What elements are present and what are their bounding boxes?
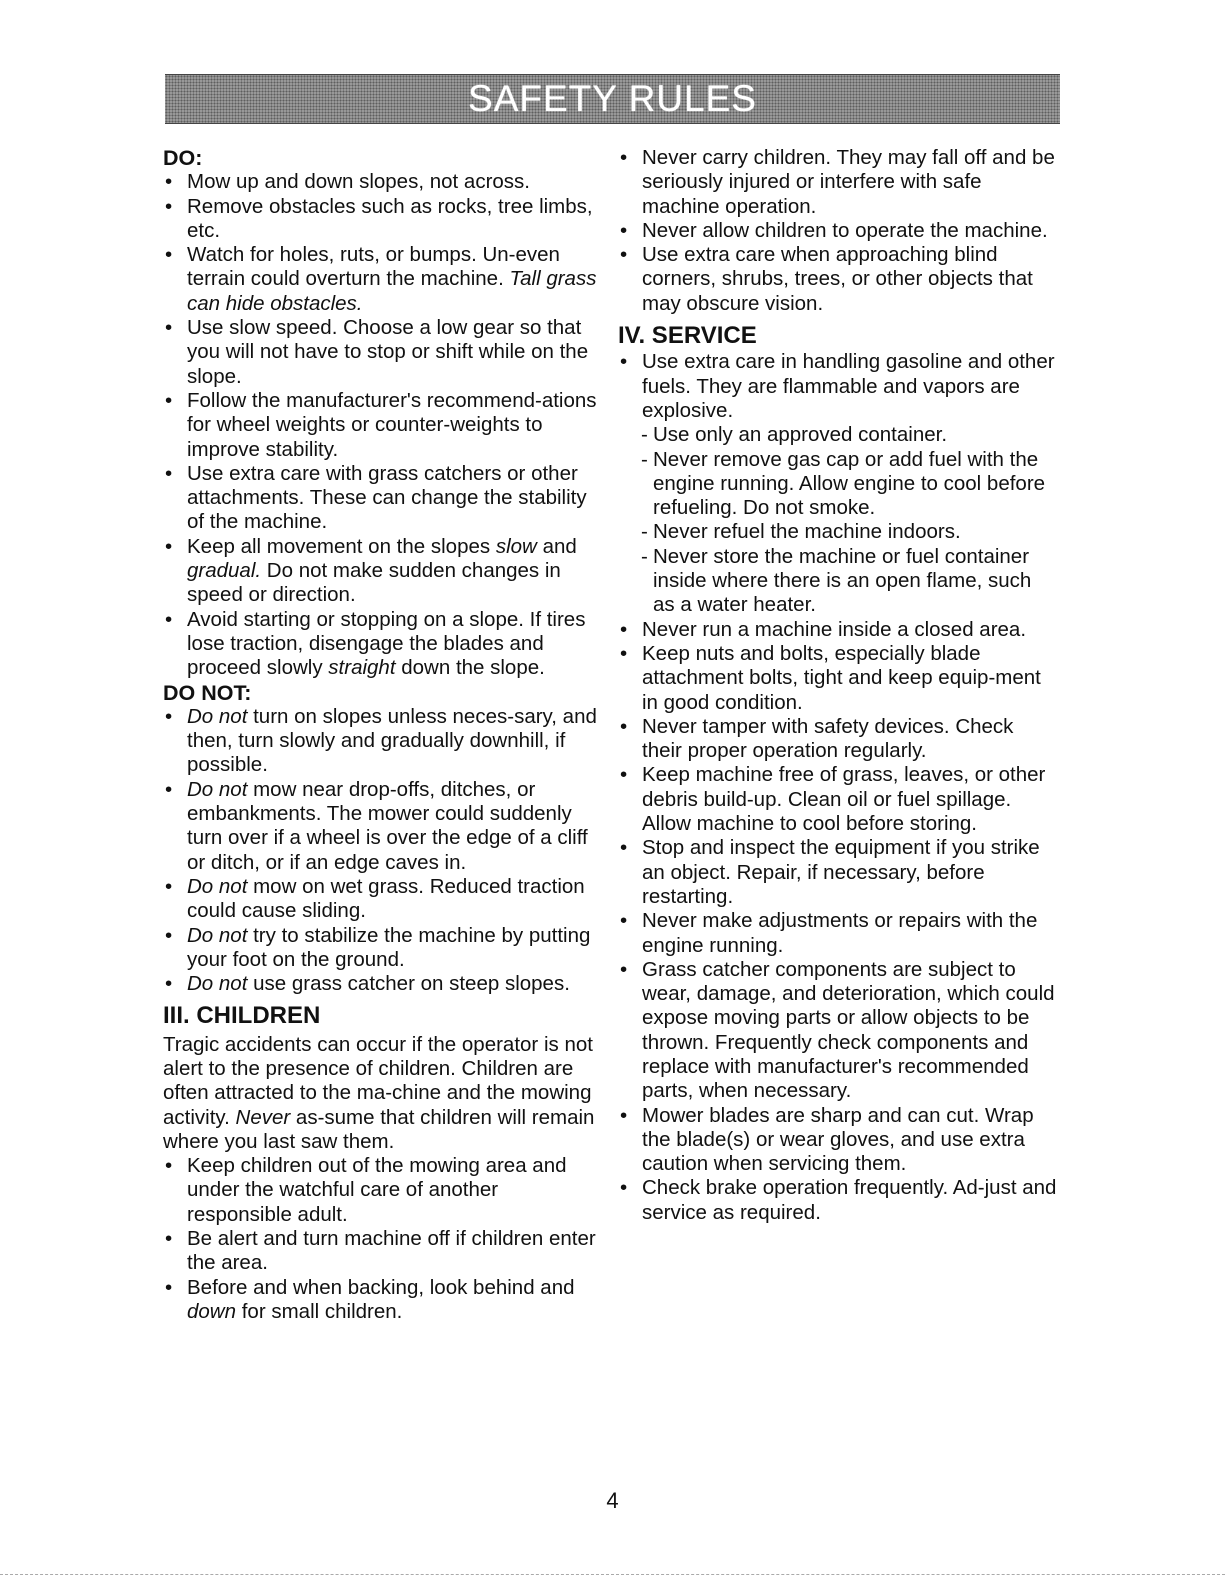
list-item: • Remove obstacles such as rocks, tree limbs, etc. xyxy=(163,195,603,244)
list-item: • Do not try to stabilize the machine by putting your foot on the ground. xyxy=(163,924,603,973)
children-list xyxy=(163,1154,603,1324)
do-heading: DO: xyxy=(163,146,203,170)
list-item: • Watch for holes, ruts, or bumps. Un-even terrain could overturn the machine. Tall grass can hide obstacles. xyxy=(163,243,603,316)
sub-list-item: - Never refuel the machine indoors. xyxy=(618,520,1058,544)
bottom-rule xyxy=(0,1574,1225,1575)
list-item: • Keep children out of the mowing area and under the watchful care of another responsible adult. xyxy=(163,1154,603,1227)
section-title: SAFETY RULES xyxy=(468,78,757,119)
list-item: • Follow the manufacturer's recommend-ations for wheel weights or counter-weights to improve stability. xyxy=(163,389,603,462)
service-heading: IV. SERVICE xyxy=(618,322,757,350)
service-list-continued xyxy=(618,618,1058,1225)
list-item: • Use slow speed. Choose a low gear so that you will not have to stop or shift while on the slope. xyxy=(163,316,603,389)
list-item: • Never allow children to operate the machine. xyxy=(618,219,1058,243)
list-item: • Do not turn on slopes unless neces-sary, and then, turn slowly and gradually downhill, if possible. xyxy=(163,705,603,778)
list-item: • Check brake operation frequently. Ad-just and service as required. xyxy=(618,1176,1058,1225)
list-item: • Mow up and down slopes, not across. xyxy=(163,170,603,194)
list-item: • Keep machine free of grass, leaves, or other debris build-up. Clean oil or fuel spillage. Allow machine to cool before storing. xyxy=(618,763,1058,836)
do-not-list xyxy=(163,705,603,997)
list-item: • Do not use grass catcher on steep slopes. xyxy=(163,972,603,996)
list-item: • Never tamper with safety devices. Check their proper operation regularly. xyxy=(618,715,1058,764)
list-item: • Mower blades are sharp and can cut. Wrap the blade(s) or wear gloves, and use extra caution when servicing them. xyxy=(618,1104,1058,1177)
list-item: • Do not mow near drop-offs, ditches, or embankments. The mower could suddenly turn over if a wheel is over the edge of a cliff or ditch, or if an edge caves in. xyxy=(163,778,603,875)
list-item: • Never run a machine inside a closed area. xyxy=(618,618,1058,642)
list-item: • Keep nuts and bolts, especially blade attachment bolts, tight and keep equip-ment in good condition. xyxy=(618,642,1058,715)
do-list xyxy=(163,170,603,680)
left-column xyxy=(163,146,603,1324)
fuel-sublist xyxy=(618,423,1058,617)
list-item: • Never make adjustments or repairs with the engine running. xyxy=(618,909,1058,958)
children-paragraph: Tragic accidents can occur if the operator is not alert to the presence of children. Children are often attracted to the ma-chine and the mowing activity. Never as-sume that children will remain where you last saw them. xyxy=(163,1032,595,1153)
section-banner xyxy=(165,74,1060,124)
list-item: • Be alert and turn machine off if children enter the area. xyxy=(163,1227,603,1276)
sub-list-item: - Use only an approved container. xyxy=(618,423,1058,447)
list-item: • Avoid starting or stopping on a slope. If tires lose traction, disengage the blades and proceed slowly straight down the slope. xyxy=(163,608,603,681)
sub-list-item: - Never remove gas cap or add fuel with the engine running. Allow engine to cool before refueling. Do not smoke. xyxy=(618,448,1058,521)
list-item: • Stop and inspect the equipment if you strike an object. Repair, if necessary, before restarting. xyxy=(618,836,1058,909)
list-item: • Before and when backing, look behind and down for small children. xyxy=(163,1276,603,1325)
list-item: • Use extra care in handling gasoline and other fuels. They are flammable and vapors are explosive. xyxy=(618,350,1058,423)
children-list-continued xyxy=(618,146,1058,316)
right-column xyxy=(618,146,1058,1225)
page-number: 4 xyxy=(606,1488,619,1513)
do-not-heading: DO NOT: xyxy=(163,680,252,705)
list-item: • Do not mow on wet grass. Reduced traction could cause sliding. xyxy=(163,875,603,924)
list-item: • Never carry children. They may fall off and be seriously injured or interfere with safe machine operation. xyxy=(618,146,1058,219)
list-item: • Use extra care with grass catchers or other attachments. These can change the stability of the machine. xyxy=(163,462,603,535)
sub-list-item: - Never store the machine or fuel container inside where there is an open flame, such as a water heater. xyxy=(618,545,1058,618)
list-item: • Use extra care when approaching blind corners, shrubs, trees, or other objects that may obscure vision. xyxy=(618,243,1058,316)
children-heading: III. CHILDREN xyxy=(163,1002,321,1030)
service-list xyxy=(618,350,1058,423)
list-item: • Grass catcher components are subject to wear, damage, and deterioration, which could expose moving parts or allow objects to be thrown. Frequently check components and replace with manufacturer's recommended parts, when necessary. xyxy=(618,958,1058,1104)
list-item: • Keep all movement on the slopes slow and gradual. Do not make sudden changes in speed or direction. xyxy=(163,535,603,608)
